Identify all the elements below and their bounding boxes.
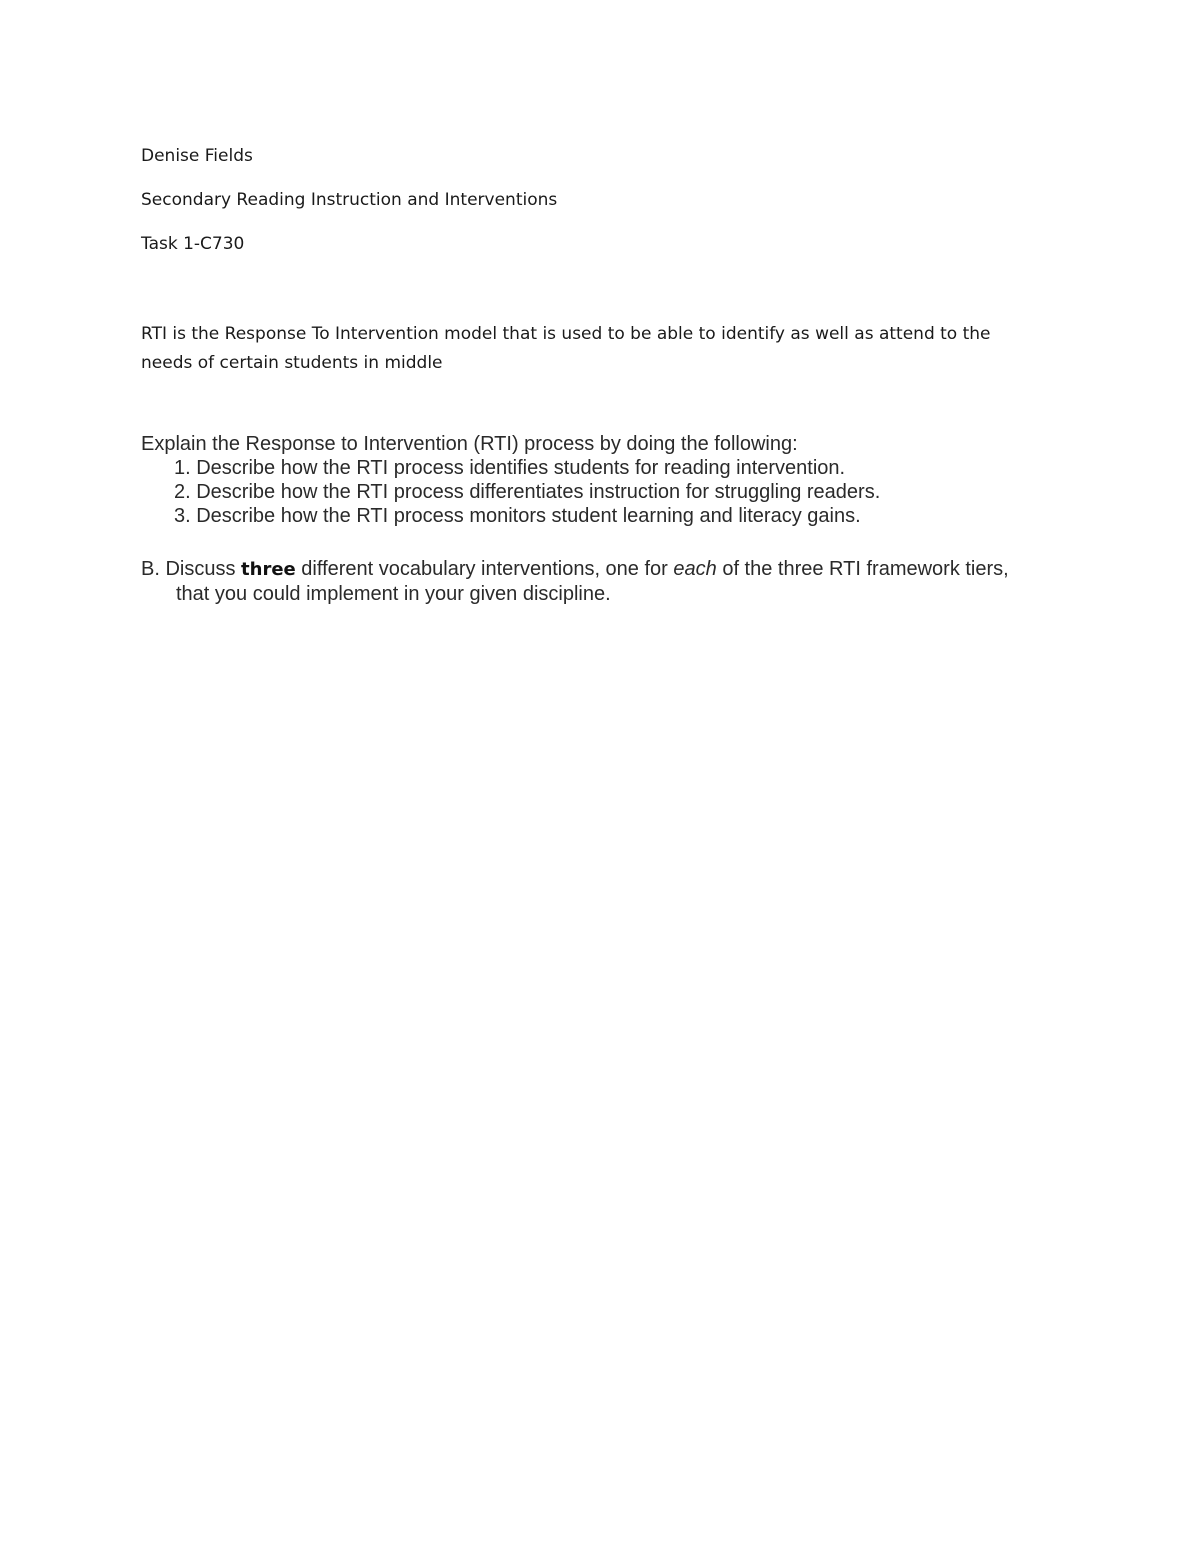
prompt-block — [141, 432, 1061, 528]
part-b-bold-word: three — [241, 559, 296, 580]
intro-paragraph: RTI is the Response To Intervention model that is used to be able to identify as well as attend to the needs of certain students in middle — [141, 324, 991, 373]
part-b-line-2: that you could implement in your given discipline. — [176, 583, 611, 605]
part-b-suffix: of the three RTI framework tiers, — [716, 558, 1009, 580]
part-b-italic-word: each — [673, 558, 717, 580]
prompt-list — [141, 456, 1061, 528]
prompt-item-3: 3. Describe how the RTI process monitors student learning and literacy gains. — [174, 505, 861, 527]
course-title: Secondary Reading Instruction and Interventions — [141, 190, 558, 210]
author-name: Denise Fields — [141, 146, 253, 166]
part-b-line-1 — [141, 557, 1061, 582]
part-b-prefix: B. Discuss — [141, 558, 242, 580]
prompt-lead: Explain the Response to Intervention (RTI) process by doing the following: — [141, 433, 798, 455]
part-b-middle: different vocabulary interventions, one for — [295, 558, 674, 580]
part-b-block — [141, 557, 1061, 606]
task-label: Task 1-C730 — [141, 234, 245, 254]
prompt-item-2: 2. Describe how the RTI process differentiates instruction for struggling readers. — [174, 481, 881, 503]
prompt-item-1: 1. Describe how the RTI process identifies students for reading intervention. — [174, 457, 846, 479]
